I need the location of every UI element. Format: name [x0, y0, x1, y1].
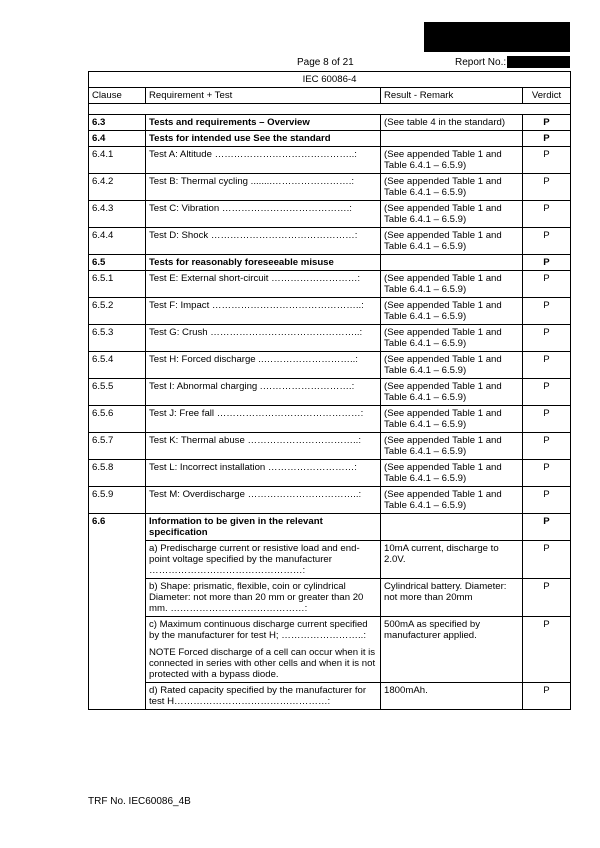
- verdict: P: [523, 487, 571, 514]
- clause-row: [89, 174, 571, 201]
- requirement-text: [146, 579, 381, 617]
- clause-number: 6.5.3: [89, 325, 146, 352]
- requirement-text: Test B: Thermal cycling ........…………………….:: [146, 174, 381, 201]
- redacted-logo-block: [424, 22, 570, 52]
- clause-number: 6.5.4: [89, 352, 146, 379]
- note-text: NOTE Forced discharge of a cell can occur when it is connected in series with other cells and when it is not protected with a bypass diode.: [149, 647, 376, 680]
- requirement-text: Test D: Shock ………………………………………:: [146, 228, 381, 255]
- clause-number: 6.4: [89, 131, 146, 147]
- verdict: P: [523, 683, 571, 710]
- requirement-text: Test J: Free fall ………………………………………:: [146, 406, 381, 433]
- clause-number: 6.5.5: [89, 379, 146, 406]
- requirement-text: Test M: Overdischarge ……………………………..:: [146, 487, 381, 514]
- clause-number: 6.5: [89, 255, 146, 271]
- clause-row: [89, 406, 571, 433]
- requirement-text: Tests for reasonably foreseeable misuse: [146, 255, 381, 271]
- clause-number: 6.4.1: [89, 147, 146, 174]
- verdict: P: [523, 325, 571, 352]
- result-remark: (See appended Table 1 and Table 6.4.1 – 6.5.9): [381, 298, 523, 325]
- clause-number: 6.5.6: [89, 406, 146, 433]
- sub-item-requirement: a) Predischarge current or resistive load and end-point voltage specified by the manufacturer …………………………………………:: [149, 543, 360, 576]
- sub-item-requirement: b) Shape: prismatic, flexible, coin or cylindrical Diameter: not more than 20 mm or greater than 20 mm. ……………………………………:: [149, 581, 364, 614]
- verdict: P: [523, 352, 571, 379]
- requirement-text: [146, 541, 381, 579]
- clause-row: [89, 514, 571, 541]
- header-row: [89, 88, 571, 104]
- result-remark: 500mA as specified by manufacturer applied.: [381, 617, 523, 683]
- result-remark: (See appended Table 1 and Table 6.4.1 – 6.5.9): [381, 406, 523, 433]
- clause-row: [89, 325, 571, 352]
- clause-row: [89, 379, 571, 406]
- clause-row: [89, 115, 571, 131]
- clause-number: 6.4.3: [89, 201, 146, 228]
- result-remark: 10mA current, discharge to 2.0V.: [381, 541, 523, 579]
- clause-number: 6.6: [89, 514, 146, 710]
- sub-item-row: [89, 683, 571, 710]
- verdict: P: [523, 579, 571, 617]
- clause-number: 6.5.2: [89, 298, 146, 325]
- requirement-text: Tests for intended use See the standard: [146, 131, 381, 147]
- result-remark: (See appended Table 1 and Table 6.4.1 – 6.5.9): [381, 271, 523, 298]
- redacted-report-number: [507, 56, 570, 68]
- requirement-text: [146, 617, 381, 683]
- page-number: Page 8 of 21: [297, 57, 354, 68]
- header-clause: Clause: [89, 88, 146, 104]
- requirement-text: Test G: Crush ………………………………………..:: [146, 325, 381, 352]
- requirement-text: Test E: External short-circuit ………………………:: [146, 271, 381, 298]
- sub-item-row: [89, 617, 571, 683]
- clause-row: [89, 228, 571, 255]
- requirement-text: Test C: Vibration ………………………………….:: [146, 201, 381, 228]
- result-remark: [381, 131, 523, 147]
- verdict: P: [523, 379, 571, 406]
- result-remark: (See appended Table 1 and Table 6.4.1 – 6.5.9): [381, 325, 523, 352]
- clause-number: 6.4.2: [89, 174, 146, 201]
- verdict: P: [523, 115, 571, 131]
- requirement-text: Test H: Forced discharge ..………………………..:: [146, 352, 381, 379]
- result-remark: (See appended Table 1 and Table 6.4.1 – 6.5.9): [381, 174, 523, 201]
- clause-number: 6.5.7: [89, 433, 146, 460]
- result-remark: (See appended Table 1 and Table 6.4.1 – 6.5.9): [381, 228, 523, 255]
- verdict: P: [523, 541, 571, 579]
- verdict: P: [523, 514, 571, 541]
- sub-item-row: [89, 541, 571, 579]
- clause-row: [89, 147, 571, 174]
- verdict: P: [523, 617, 571, 683]
- clause-row: [89, 433, 571, 460]
- requirement-text: Test F: Impact ………………………………………..:: [146, 298, 381, 325]
- requirement-text: Test I: Abnormal charging .……………………….:: [146, 379, 381, 406]
- result-remark: (See appended Table 1 and Table 6.4.1 – 6.5.9): [381, 352, 523, 379]
- requirement-text: [146, 683, 381, 710]
- verdict: P: [523, 460, 571, 487]
- verdict: P: [523, 255, 571, 271]
- requirement-text: Tests and requirements – Overview: [146, 115, 381, 131]
- clause-number: 6.5.9: [89, 487, 146, 514]
- sub-item-requirement: c) Maximum continuous discharge current specified by the manufacturer for test H; ……………………..:: [149, 619, 368, 641]
- verdict: P: [523, 131, 571, 147]
- requirement-text: Information to be given in the relevant specification: [146, 514, 381, 541]
- header-result: Result - Remark: [381, 88, 523, 104]
- result-remark: (See appended Table 1 and Table 6.4.1 – 6.5.9): [381, 460, 523, 487]
- verdict: P: [523, 174, 571, 201]
- clause-number: 6.5.1: [89, 271, 146, 298]
- header-verdict: Verdict: [523, 88, 571, 104]
- report-number-label: Report No.:: [455, 57, 507, 68]
- verdict: P: [523, 433, 571, 460]
- result-remark: [381, 255, 523, 271]
- verdict: P: [523, 406, 571, 433]
- result-remark: [381, 514, 523, 541]
- result-remark: (See appended Table 1 and Table 6.4.1 – 6.5.9): [381, 379, 523, 406]
- clause-row: [89, 298, 571, 325]
- clause-row: [89, 352, 571, 379]
- standard-title: IEC 60086-4: [89, 72, 571, 88]
- test-report-table: [88, 71, 571, 710]
- result-remark: (See appended Table 1 and Table 6.4.1 – 6.5.9): [381, 201, 523, 228]
- verdict: P: [523, 228, 571, 255]
- result-remark: 1800mAh.: [381, 683, 523, 710]
- clause-row: [89, 201, 571, 228]
- result-remark: (See appended Table 1 and Table 6.4.1 – 6.5.9): [381, 433, 523, 460]
- result-remark: Cylindrical battery. Diameter: not more than 20mm: [381, 579, 523, 617]
- requirement-text: Test A: Altitude ……………………………………..:: [146, 147, 381, 174]
- verdict: P: [523, 147, 571, 174]
- standard-row: [89, 72, 571, 88]
- spacer-row: [89, 104, 571, 115]
- clause-number: 6.4.4: [89, 228, 146, 255]
- result-remark: (See appended Table 1 and Table 6.4.1 – 6.5.9): [381, 147, 523, 174]
- clause-row: [89, 131, 571, 147]
- result-remark: (See appended Table 1 and Table 6.4.1 – 6.5.9): [381, 487, 523, 514]
- verdict: P: [523, 271, 571, 298]
- header-requirement: Requirement + Test: [146, 88, 381, 104]
- sub-item-row: [89, 579, 571, 617]
- verdict: P: [523, 201, 571, 228]
- sub-item-requirement: d) Rated capacity specified by the manufacturer for test H…………………………………………:: [149, 685, 367, 707]
- clause-number: 6.5.8: [89, 460, 146, 487]
- clause-row: [89, 460, 571, 487]
- requirement-text: Test K: Thermal abuse ……………………………..:: [146, 433, 381, 460]
- clause-row: [89, 487, 571, 514]
- clause-row: [89, 255, 571, 271]
- clause-number: 6.3: [89, 115, 146, 131]
- trf-footer: TRF No. IEC60086_4B: [88, 796, 191, 807]
- verdict: P: [523, 298, 571, 325]
- result-remark: (See table 4 in the standard): [381, 115, 523, 131]
- clause-row: [89, 271, 571, 298]
- requirement-text: Test L: Incorrect installation ………………………:: [146, 460, 381, 487]
